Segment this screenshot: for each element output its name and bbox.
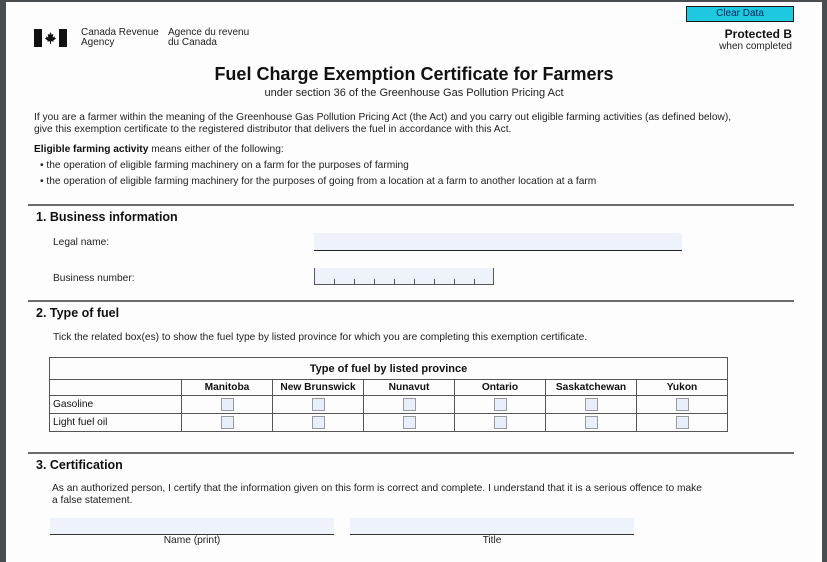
canada-flag-icon [34, 29, 67, 47]
legal-name-label: Legal name: [53, 237, 110, 248]
section-divider [28, 300, 794, 302]
clear-data-button[interactable]: Clear Data [686, 6, 794, 22]
agency-en-line1: Canada Revenue [81, 27, 159, 38]
intro-line2: give this exemption certificate to the registered distributor that delivers the fuel in accordance with this Act. [34, 123, 512, 135]
checkbox-light-fuel-oil-yukon[interactable] [676, 416, 689, 429]
checkbox-light-fuel-oil-nunavut[interactable] [403, 416, 416, 429]
intro-paragraph [34, 112, 784, 135]
agency-name-french [168, 28, 249, 48]
digit-separator [434, 279, 435, 284]
digit-separator [394, 279, 395, 284]
title-field[interactable] [350, 518, 634, 535]
province-header: Manitoba [182, 380, 273, 396]
fuel-type-label: Light fuel oil [50, 414, 182, 432]
form-page [6, 2, 822, 562]
title-label: Title [482, 535, 502, 546]
intro-line1: If you are a farmer within the meaning of the Greenhouse Gas Pollution Pricing Act (the Act) and you carry out eligible farming activities (as defined below), [34, 112, 732, 123]
section1-heading: 1. Business information [36, 210, 178, 224]
agency-fr-line1: Agence du revenu [168, 27, 250, 38]
table-corner [50, 380, 182, 396]
business-number-label: Business number: [53, 273, 135, 284]
checkbox-gasoline-ontario[interactable] [494, 398, 507, 411]
digit-separator [474, 279, 475, 284]
agency-en-line2: Agency [81, 37, 115, 48]
certification-statement [52, 483, 772, 507]
agency-name-english [81, 28, 159, 48]
form-title: Fuel Charge Exemption Certificate for Farmers [214, 64, 614, 84]
bullet-text: the operation of eligible farming machinery for the purposes of going from a location at a farm to another location at a farm [46, 176, 597, 187]
eligible-definition [34, 144, 284, 156]
eligible-bullet-1: • the operation of eligible farming machinery on a farm for the purposes of farming [40, 160, 409, 171]
section-divider [28, 452, 794, 454]
name-print-field[interactable] [50, 518, 334, 535]
table-caption: Type of fuel by listed province [50, 358, 728, 380]
bullet-text: the operation of eligible farming machinery on a farm for the purposes of farming [46, 160, 409, 171]
section2-heading: 2. Type of fuel [36, 306, 120, 320]
fuel-instruction: Tick the related box(es) to show the fuel type by listed province for which you are completing this exemption certificate. [53, 332, 588, 343]
checkbox-light-fuel-oil-new-brunswick[interactable] [312, 416, 325, 429]
table-row [50, 396, 728, 414]
checkbox-gasoline-saskatchewan[interactable] [585, 398, 598, 411]
section3-heading: 3. Certification [36, 458, 123, 472]
section-divider [28, 204, 794, 206]
protected-b-text: Protected B [724, 27, 792, 41]
digit-separator [414, 279, 415, 284]
statement-line1: As an authorized person, I certify that the information given on this form is correct and complete. I understand that it is a serious offence to make [52, 483, 702, 494]
fuel-type-label: Gasoline [50, 396, 182, 414]
province-header: New Brunswick [273, 380, 364, 396]
eligible-rest: means either of the following: [148, 144, 284, 155]
table-row [50, 414, 728, 432]
digit-separator [354, 279, 355, 284]
statement-line2: a false statement. [52, 495, 133, 506]
name-print-label: Name (print) [163, 535, 221, 546]
business-number-field[interactable] [314, 268, 494, 285]
checkbox-light-fuel-oil-saskatchewan[interactable] [585, 416, 598, 429]
province-header: Nunavut [364, 380, 455, 396]
checkbox-gasoline-nunavut[interactable] [403, 398, 416, 411]
digit-separator [334, 279, 335, 284]
eligible-bullet-2: • the operation of eligible farming machinery for the purposes of going from a location at a farm to another location at a farm [40, 176, 597, 187]
digit-separator [454, 279, 455, 284]
checkbox-gasoline-manitoba[interactable] [221, 398, 234, 411]
protected-note: when completed [719, 41, 792, 52]
eligible-term: Eligible farming activity [34, 144, 149, 155]
form-subtitle: under section 36 of the Greenhouse Gas Pollution Pricing Act [264, 87, 564, 99]
checkbox-gasoline-new-brunswick[interactable] [312, 398, 325, 411]
checkbox-gasoline-yukon[interactable] [676, 398, 689, 411]
legal-name-field[interactable] [314, 233, 682, 251]
province-header: Saskatchewan [546, 380, 637, 396]
checkbox-light-fuel-oil-ontario[interactable] [494, 416, 507, 429]
fuel-type-table [49, 357, 728, 432]
checkbox-light-fuel-oil-manitoba[interactable] [221, 416, 234, 429]
protected-b-label [719, 28, 792, 52]
province-header: Yukon [637, 380, 728, 396]
province-header: Ontario [455, 380, 546, 396]
agency-fr-line2: du Canada [168, 37, 217, 48]
digit-separator [374, 279, 375, 284]
